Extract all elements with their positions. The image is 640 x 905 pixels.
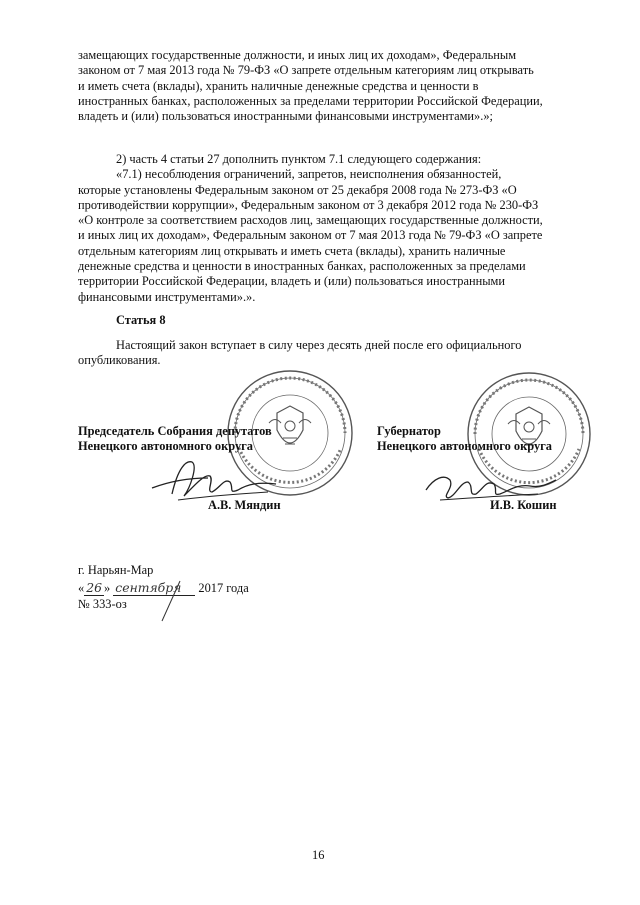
text-line: владеть и (или) пользоваться иностранными финансовыми инструментами».»;	[78, 109, 493, 124]
paragraph-continuation	[78, 48, 560, 124]
date-close-quote: »	[103, 581, 111, 595]
text-line: территории Российской Федерации, владеть и (или) пользоваться иностранными	[78, 274, 505, 289]
text-line: «О контроле за соответствием расходов лиц, замещающих государственные должности,	[78, 213, 543, 228]
date-month: сентября	[113, 580, 195, 596]
signatory-name-right: И.В. Кошин	[490, 498, 557, 512]
text-line: которые установлены Федеральным законом от 25 декабря 2008 года № 273-ФЗ «О	[78, 182, 517, 197]
date-day: 26	[86, 580, 102, 595]
text-line: финансовыми инструментами».».	[78, 289, 256, 304]
text-line: Настоящий закон вступает в силу через десять дней после его официального	[116, 338, 522, 352]
text-line: денежные средства и ценности в иностранных банках, расположенных за пределами	[78, 259, 526, 274]
signatory-region: Ненецкого автономного округа	[377, 439, 552, 454]
text-line: опубликования.	[78, 353, 161, 368]
text-line: замещающих государственные должности, и иных лиц их доходам», Федеральным	[78, 48, 517, 62]
signatory-position: Губернатор	[377, 424, 441, 438]
pen-mark	[150, 575, 190, 625]
law-number: № 333-оз	[78, 597, 127, 611]
article-heading: Статья 8	[116, 313, 166, 327]
text-line: отдельным категориям лиц открывать и иметь счета (вклады), хранить наличные	[78, 243, 506, 258]
text-line: законом от 7 мая 2013 года № 79-ФЗ «О запрете отдельным категориям лиц открывать	[78, 63, 534, 78]
paragraph-entry-into-force	[78, 338, 560, 369]
text-line: и иных лиц их доходам», Федеральным законом от 7 мая 2013 года № 79-ФЗ «О запрете	[78, 228, 543, 243]
paragraph-amendment	[78, 152, 560, 305]
text-line: иностранных банках, расположенных за пределами территории Российской Федерации,	[78, 93, 543, 108]
signatory-position: Председатель Собрания депутатов	[78, 424, 272, 438]
place-of-signing: г. Нарьян-Мар	[78, 563, 154, 577]
date-open-quote: «	[78, 581, 85, 595]
signatory-region: Ненецкого автономного округа	[78, 439, 253, 454]
text-line: «7.1) несоблюдения ограничений, запретов, неисполнения обязанностей,	[116, 167, 502, 182]
text-line: противодействии коррупции», Федеральным законом от 3 декабря 2012 года № 230-ФЗ	[78, 197, 539, 212]
text-line: 2) часть 4 статьи 27 дополнить пунктом 7.1 следующего содержания:	[116, 152, 482, 166]
signatory-title-right	[377, 424, 552, 455]
text-line: и иметь счета (вклады), хранить наличные денежные средства и ценности в	[78, 78, 479, 93]
signatory-name-left: А.В. Мяндин	[208, 498, 281, 512]
page-number: 16	[312, 848, 325, 862]
date-year: 2017 года	[198, 581, 249, 595]
